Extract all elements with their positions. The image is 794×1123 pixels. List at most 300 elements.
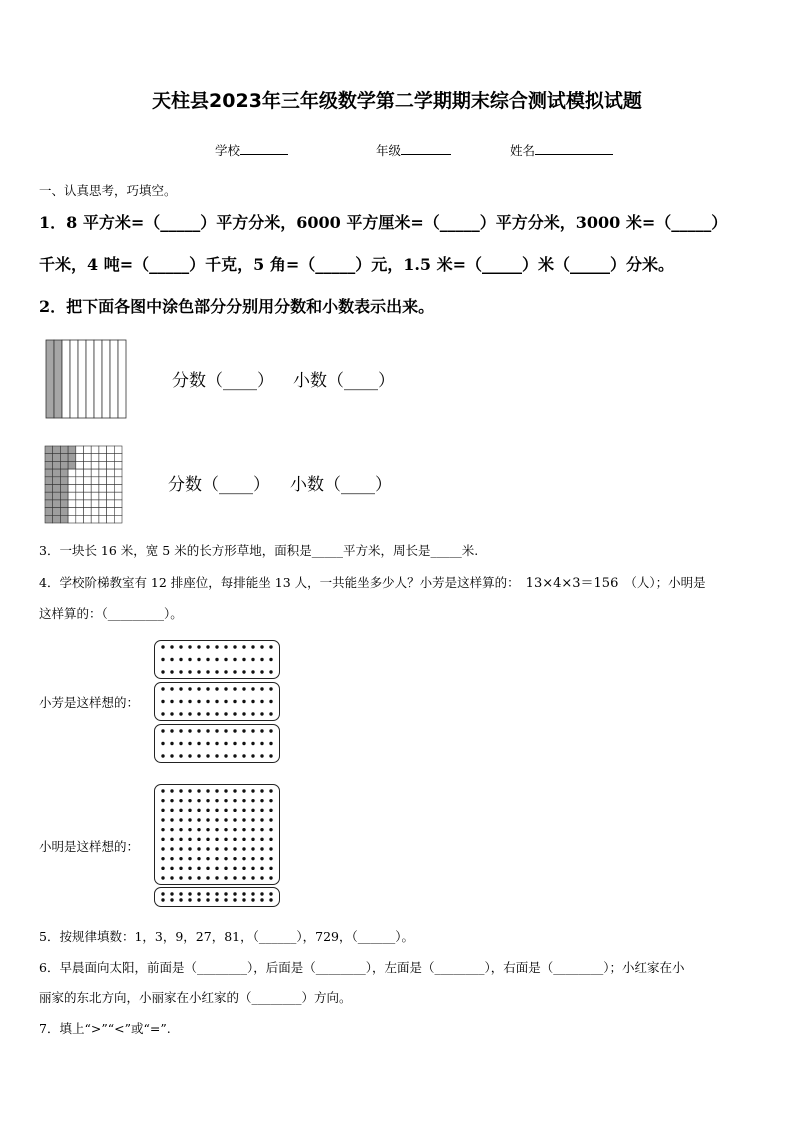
figure-1-decimal-label: 小数（____） [293,371,395,391]
seat-dot [260,799,263,802]
seat-dot [224,847,227,850]
seat-dot [170,857,173,860]
seat-dot [224,867,227,870]
seat-dot [224,898,227,901]
grid-cell [45,508,53,516]
seat-dot [251,828,254,831]
seat-dot [170,867,173,870]
seat-dot [179,898,182,901]
seat-dot [170,828,173,831]
seat-dot [170,700,173,703]
seat-dot [242,818,245,821]
seat-dot [260,658,263,661]
grid-cell [114,485,122,493]
seat-dot [251,645,254,648]
seat-dot [197,670,200,673]
question-4-line-1: 4．学校阶梯教室有 12 排座位，每排能坐 13 人，一共能坐多少人？小芳是这样算的： 13×4×3＝156 （人）；小明是 [39,575,706,591]
seat-dot [224,799,227,802]
strip-cell [86,340,94,418]
seat-dot [188,857,191,860]
grid-cell [114,469,122,477]
seat-dot [269,658,272,661]
seat-dot [161,742,164,745]
seat-dot [206,847,209,850]
seat-dot [251,700,254,703]
seat-dot [215,898,218,901]
seat-dot [224,809,227,812]
strip-cell [46,340,54,418]
grid-cell [114,492,122,500]
grid-cell [84,469,92,477]
seat-dot [233,754,236,757]
seat-dot [188,809,191,812]
seat-dot [269,729,272,732]
grid-cell [107,446,115,454]
grid-cell [99,446,107,454]
seat-dot [251,818,254,821]
seat-dot [251,658,254,661]
seat-dot [188,712,191,715]
seat-dot [197,847,200,850]
grade-field: 年级 [376,141,451,159]
seat-dot [197,838,200,841]
seat-dot [206,687,209,690]
seat-dot [161,645,164,648]
grid-cell [76,461,84,469]
grid-cell [107,477,115,485]
seat-dot [170,892,173,895]
seat-dot [215,687,218,690]
seat-dot [179,876,182,879]
seat-dot [242,729,245,732]
seat-dot [170,898,173,901]
seat-dot [224,876,227,879]
seat-dot [179,838,182,841]
seat-dot [170,754,173,757]
seat-dot [170,658,173,661]
grid-cell [91,446,99,454]
grid-cell [91,492,99,500]
seat-dot [260,838,263,841]
seat-dot [197,857,200,860]
seat-dot [197,892,200,895]
seat-dot [188,742,191,745]
seat-dot [269,876,272,879]
grid-cell [53,461,61,469]
grid-cell [99,492,107,500]
question-5: 5．按规律填数：1，3，9，27，81，（______），729，（______）。 [39,929,414,944]
grid-cell [76,477,84,485]
seat-dot [242,828,245,831]
strip-cell [102,340,110,418]
grid-cell [99,461,107,469]
grid-cell [107,492,115,500]
grid-cell [107,485,115,493]
seat-dot [197,754,200,757]
seat-dot [197,658,200,661]
seat-dot [242,892,245,895]
grid-cell [45,469,53,477]
seat-dot [179,742,182,745]
strip-cell [70,340,78,418]
seat-dot [188,789,191,792]
seat-dot [197,876,200,879]
strip-figure [46,340,126,418]
grid-cell [114,454,122,462]
grid-cell [99,454,107,462]
seat-dot [242,876,245,879]
grid-cell [53,485,61,493]
seat-dot [224,645,227,648]
seat-dot [161,729,164,732]
seat-dot [179,892,182,895]
grid-cell [68,508,76,516]
grid-cell [107,500,115,508]
seat-dot [251,809,254,812]
seat-dot [269,818,272,821]
seat-dot [269,712,272,715]
grid-cell [53,508,61,516]
grid-cell [76,485,84,493]
seat-dot [206,729,209,732]
seat-dot [179,809,182,812]
seat-dot [179,847,182,850]
xiaofang-dot-group-2 [154,682,280,721]
seat-dot [161,892,164,895]
grid-cell [99,508,107,516]
seat-dot [197,809,200,812]
grid-cell [99,485,107,493]
question-3: 3．一块长 16 米，宽 5 米的长方形草地，面积是_____平方米，周长是_____米. [39,543,479,558]
grid-cell [60,485,68,493]
seat-dot [179,867,182,870]
seat-dot [242,857,245,860]
seat-dot [215,876,218,879]
seat-dot [260,828,263,831]
seat-dot [215,867,218,870]
seat-dot [269,687,272,690]
seat-dot [161,789,164,792]
seat-dot [161,658,164,661]
grid-cell [114,515,122,523]
grid-cell [84,515,92,523]
seat-dot [197,687,200,690]
grid-cell [60,477,68,485]
seat-dot [170,789,173,792]
grid-cell [84,454,92,462]
grid-cell [107,508,115,516]
grid-cell [76,515,84,523]
seat-dot [260,892,263,895]
seat-dot [197,789,200,792]
seat-dot [251,857,254,860]
seat-dot [206,818,209,821]
seat-dot [260,857,263,860]
seat-dot [269,754,272,757]
seat-dot [215,857,218,860]
question-1-line-1: 1．8 平方米=（_____）平方分米，6000 平方厘米=（_____）平方分米，3000 米=（_____） [39,213,728,232]
seat-dot [242,898,245,901]
seat-dot [251,898,254,901]
seat-dot [251,729,254,732]
seat-dot [242,867,245,870]
grid-cell [60,508,68,516]
seat-dot [269,898,272,901]
seat-dot [170,838,173,841]
grid-cell [114,446,122,454]
seat-dot [233,847,236,850]
seat-dot [260,754,263,757]
seat-dot [269,847,272,850]
seat-dot [233,809,236,812]
grid-cell [84,446,92,454]
seat-dot [188,700,191,703]
grid-cell [84,477,92,485]
grid-cell [91,477,99,485]
seat-dot [260,898,263,901]
seat-dot [188,838,191,841]
seat-dot [242,742,245,745]
grid-cell [45,454,53,462]
seat-dot [206,754,209,757]
seat-dot [206,867,209,870]
seat-dot [233,670,236,673]
seat-dot [269,700,272,703]
seat-dot [224,687,227,690]
seat-dot [260,670,263,673]
grid-cell [107,461,115,469]
seat-dot [206,742,209,745]
seat-dot [179,658,182,661]
seat-dot [206,658,209,661]
question-7: 7．填上“>”“<”或“=”. [39,1021,171,1036]
seat-dot [269,742,272,745]
seat-dot [251,876,254,879]
seat-dot [161,712,164,715]
seat-dot [242,712,245,715]
section-heading: 一、认真思考，巧填空。 [39,183,177,198]
seat-dot [215,700,218,703]
seat-dot [188,687,191,690]
seat-dot [260,809,263,812]
seat-dot [251,867,254,870]
grid-cell [76,446,84,454]
grid-cell [60,446,68,454]
seat-dot [233,729,236,732]
seat-dot [233,645,236,648]
seat-dot [233,712,236,715]
xiaofang-label: 小芳是这样想的： [39,695,140,710]
grid-cell [114,461,122,469]
seat-dot [242,754,245,757]
seat-dot [233,789,236,792]
strip-cell [78,340,86,418]
seat-dot [215,838,218,841]
seat-dot [179,828,182,831]
grid-cell [60,454,68,462]
seat-dot [197,729,200,732]
seat-dot [269,645,272,648]
seat-dot [170,847,173,850]
seat-dot [188,867,191,870]
seat-dot [224,658,227,661]
grid-cell [76,492,84,500]
seat-dot [215,645,218,648]
seat-dot [179,712,182,715]
grid-cell [91,469,99,477]
seat-dot [260,729,263,732]
seat-dot [242,789,245,792]
question-6-line-1: 6．早晨面向太阳，前面是（________），后面是（________），左面是（________），右面是（________）；小红家在小 [39,960,685,975]
seat-dot [206,898,209,901]
seat-dot [269,838,272,841]
seat-dot [170,645,173,648]
page-title: 天柱县2023年三年级数学第二学期期末综合测试模拟试题 [152,90,642,112]
seat-dot [233,818,236,821]
seat-dot [161,838,164,841]
seat-dot [233,700,236,703]
grid-cell [68,461,76,469]
grid-cell [114,500,122,508]
seat-dot [188,818,191,821]
seat-dot [251,742,254,745]
grid-cell [68,492,76,500]
seat-dot [161,809,164,812]
seat-dot [233,838,236,841]
seat-dot [224,818,227,821]
seat-dot [233,687,236,690]
seat-dot [170,809,173,812]
seat-dot [188,729,191,732]
grid-cell [107,454,115,462]
seat-dot [233,742,236,745]
name-field: 姓名 [510,141,613,159]
seat-dot [170,729,173,732]
seat-dot [206,799,209,802]
seat-dot [161,818,164,821]
seat-dot [242,700,245,703]
seat-dot [179,857,182,860]
grid-cell [53,469,61,477]
seat-dot [251,670,254,673]
seat-dot [224,729,227,732]
seat-dot [215,818,218,821]
seat-dot [161,670,164,673]
seat-dot [170,818,173,821]
seat-dot [242,670,245,673]
grid-cell [114,477,122,485]
seat-dot [161,847,164,850]
seat-dot [233,857,236,860]
seat-dot [161,867,164,870]
seat-dot [161,687,164,690]
grid-cell [84,461,92,469]
seat-dot [206,700,209,703]
seat-dot [260,700,263,703]
seat-dot [170,670,173,673]
question-1-line-2: 千米，4 吨=（_____）千克，5 角=（_____）元，1.5 米=（_____）米（_____）分米。 [39,255,675,274]
grid-cell [76,500,84,508]
question-2-text: 2．把下面各图中涂色部分分别用分数和小数表示出来。 [39,297,435,316]
grid-cell [53,446,61,454]
seat-dot [251,838,254,841]
seat-dot [224,892,227,895]
seat-dot [197,712,200,715]
strip-cell [118,340,126,418]
seat-dot [188,892,191,895]
seat-dot [269,892,272,895]
seat-dot [233,867,236,870]
grid-cell [99,469,107,477]
seat-dot [260,847,263,850]
seat-dot [215,828,218,831]
grid-cell [91,454,99,462]
seat-dot [188,828,191,831]
grid-cell [68,469,76,477]
seat-dot [224,828,227,831]
seat-dot [206,828,209,831]
grid-figure [45,446,122,523]
grid-cell [60,515,68,523]
grid-cell [84,492,92,500]
seat-dot [224,712,227,715]
grid-cell [84,500,92,508]
seat-dot [179,687,182,690]
seat-dot [206,892,209,895]
seat-dot [251,712,254,715]
seat-dot [269,789,272,792]
grid-cell [45,492,53,500]
seat-dot [206,876,209,879]
grid-cell [45,461,53,469]
xiaofang-dot-group-3 [154,724,280,763]
seat-dot [206,712,209,715]
seat-dot [242,658,245,661]
grid-cell [84,508,92,516]
seat-dot [206,809,209,812]
grid-cell [68,485,76,493]
grid-cell [53,515,61,523]
seat-dot [260,867,263,870]
seat-dot [260,876,263,879]
seat-dot [179,754,182,757]
seat-dot [170,687,173,690]
seat-dot [179,670,182,673]
grid-cell [114,508,122,516]
figure-1-fraction-label: 分数（____） [172,371,274,391]
seat-dot [242,838,245,841]
grid-cell [45,515,53,523]
seat-dot [179,789,182,792]
seat-dot [161,828,164,831]
seat-dot [197,645,200,648]
seat-dot [260,712,263,715]
seat-dot [188,658,191,661]
seat-dot [251,847,254,850]
grid-cell [53,492,61,500]
grid-cell [45,477,53,485]
seat-dot [197,898,200,901]
grid-cell [60,461,68,469]
seat-dot [206,789,209,792]
grid-cell [68,454,76,462]
grid-cell [99,515,107,523]
seat-dot [170,712,173,715]
seat-dot [233,892,236,895]
grid-cell [76,469,84,477]
seat-dot [242,799,245,802]
seat-dot [161,857,164,860]
